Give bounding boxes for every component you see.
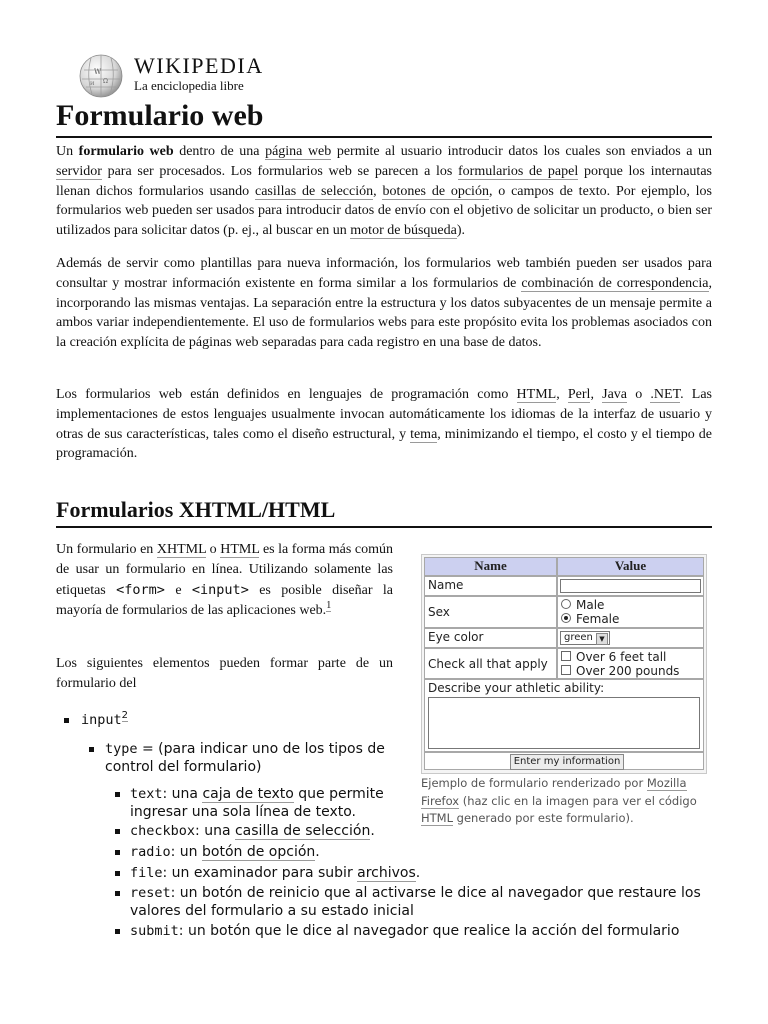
link-xhtml[interactable]: XHTML — [156, 542, 207, 557]
check-cell — [557, 648, 704, 679]
link-mozilla-firefox[interactable]: Mozilla Firefox — [421, 776, 687, 808]
bullet-icon — [115, 792, 120, 797]
figure-caption: Ejemplo de formulario renderizado por Mozilla Firefox (haz clic en la imagen para ver el código HTML generado por este formulario). — [421, 776, 697, 825]
name-cell — [557, 576, 704, 596]
row-label-check: Check all that apply — [424, 648, 557, 679]
link-archivos[interactable]: archivos — [357, 865, 416, 881]
row-label-sex: Sex — [424, 596, 557, 628]
checkbox-tall[interactable] — [561, 651, 571, 661]
radio-male-label: Male — [576, 598, 605, 612]
link-combinacion-correspondencia[interactable]: combinación de correspondencia — [521, 275, 709, 291]
section-paragraph: Un formulario en XHTML o HTML es la forma más común de usar un formulario en línea. Utilizando solamente las etiquetas <form> e <input> es posible diseñar la mayoría de formularios de las aplicaciones web.$^1$ — [56, 542, 393, 618]
list-item-radio: radio: un botón de opción. — [130, 844, 320, 860]
link-motor-busqueda[interactable]: motor de búsqueda — [350, 223, 457, 239]
wikipedia-globe-icon[interactable] — [74, 52, 128, 98]
athletic-ability-textarea[interactable] — [428, 697, 700, 749]
link-html[interactable]: HTML — [516, 387, 557, 402]
radio-female[interactable] — [561, 613, 571, 623]
list-item-file: file: un examinador para subir archivos. — [130, 865, 421, 881]
checkbox-pounds-label: Over 200 pounds — [576, 664, 680, 678]
col-header-value: Value — [557, 557, 704, 576]
link-html-section[interactable]: HTML — [220, 542, 260, 557]
describe-cell — [424, 679, 704, 752]
wikipedia-tagline: La enciclopedia libre — [134, 78, 244, 93]
second-paragraph: Además de servir como plantillas para nueva información, los formularios web también pueden ser usados para consultar y mostrar información existente en forma similar a los formularios de combinación de correspondencia, incorporando las mismas ventajas. La separación entre la estructura y los datos subyacentes de un mensaje permite a ambos variar independientemente. El uso de formularios webs para este propósito evita los problemas asociados con la creación explícita de páginas web separadas para cada registro en una base de datos. — [56, 256, 712, 351]
bold-term: formulario web — [78, 144, 174, 159]
col-header-name: Name — [424, 557, 557, 576]
link-boton-opcion[interactable]: botón de opción — [202, 844, 316, 860]
code-form-tag: <form> — [116, 582, 165, 598]
enter-information-button[interactable]: Enter my information — [510, 754, 624, 770]
link-html-caption[interactable]: HTML — [421, 811, 454, 825]
bullet-icon — [115, 891, 120, 896]
bullet-icon — [89, 747, 94, 752]
section-heading: Formularios XHTML/HTML — [56, 497, 336, 522]
third-paragraph: Los formularios web están definidos en lenguajes de programación como HTML, Perl, Java o .NET. Las implementaciones de estos lenguajes usualmente invocan automáticamente los idiomas de la interfaz de usuario y otras de sus características, tales como el diseño estructural, y tema, minimizando el tiempo, el costo y el tiempo de programación. — [56, 387, 712, 462]
page-title: Formulario web — [56, 99, 264, 132]
form-example-image[interactable] — [421, 554, 707, 774]
link-java[interactable]: Java — [602, 387, 628, 402]
link-pagina-web[interactable]: página web — [265, 144, 332, 159]
svg-text:W: W — [94, 68, 102, 76]
section-divider — [56, 526, 712, 528]
elements-intro-paragraph: Los siguientes elementos pueden formar parte de un formulario del — [56, 656, 393, 691]
title-divider — [56, 136, 712, 138]
list-item-checkbox: checkbox: una casilla de selección. — [130, 823, 375, 839]
bullet-icon — [115, 850, 120, 855]
svg-text:Ω: Ω — [103, 78, 108, 85]
link-casilla-seleccion[interactable]: casilla de selección — [234, 823, 371, 839]
checkbox-tall-label: Over 6 feet tall — [576, 650, 667, 664]
describe-label: Describe your athletic ability: — [428, 681, 605, 695]
eye-color-cell — [557, 628, 704, 648]
bullet-icon — [115, 871, 120, 876]
intro-paragraph: Un formulario web dentro de una página web permite al usuario introducir datos los cuales son enviados a un servidor para ser procesados. Los formularios web se parecen a los formularios de papel porque los internautas llenan dichos formularios usando casillas de selección, botones de opción, o campos de texto. Por ejemplo, los formularios web pueden ser usados para introducir datos de envío con el objetivo de solicitar un producto, o bien ser utilizados para solicitar datos (p. ej., al buscar en un motor de búsqueda). — [56, 144, 712, 239]
submit-cell — [424, 752, 704, 770]
link-tema[interactable]: tema — [410, 426, 438, 442]
wikipedia-wordmark[interactable]: WIKIPEDIA — [134, 53, 264, 78]
row-label-name: Name — [424, 576, 557, 596]
link-formularios-papel[interactable]: formularios de papel — [458, 163, 579, 179]
bullet-icon — [64, 718, 69, 723]
name-input[interactable] — [560, 579, 701, 593]
eye-color-select[interactable]: green ▼ — [560, 631, 610, 645]
link-botones-opcion[interactable]: botones de opción — [382, 183, 489, 199]
checkbox-pounds[interactable] — [561, 665, 571, 675]
footnote-2[interactable]: 2 — [121, 710, 129, 721]
link-caja-texto[interactable]: caja de texto — [202, 786, 294, 802]
link-casillas-seleccion[interactable]: casillas de selección — [255, 183, 374, 199]
row-label-eye-color: Eye color — [424, 628, 557, 648]
bullet-icon — [115, 929, 120, 934]
list-item-type: type = (para indicar uno de los tipos de control del formulario) — [105, 741, 385, 775]
list-item-reset: reset: un botón de reinicio que al activarse le dice al navegador que restaure los valores del formulario a su estado inicial — [130, 885, 701, 919]
footnote-1[interactable]: 1 — [326, 600, 332, 611]
list-item-submit: submit: un botón que le dice al navegador que realice la acción del formulario — [130, 923, 680, 939]
bullet-icon — [115, 829, 120, 834]
link-perl[interactable]: Perl — [567, 387, 591, 402]
chevron-down-icon: ▼ — [596, 633, 608, 645]
link-servidor[interactable]: servidor — [56, 163, 102, 179]
link-net[interactable]: .NET — [650, 387, 681, 402]
list-item-input: input$^2$ — [81, 710, 129, 728]
list-item-text: text: una caja de texto que permite ingresar una sola línea de texto. — [130, 786, 384, 820]
code-input-tag: <input> — [191, 582, 249, 598]
radio-female-label: Female — [576, 612, 620, 626]
svg-text:И: И — [90, 81, 95, 87]
sex-cell — [557, 596, 704, 628]
radio-male[interactable] — [561, 599, 571, 609]
